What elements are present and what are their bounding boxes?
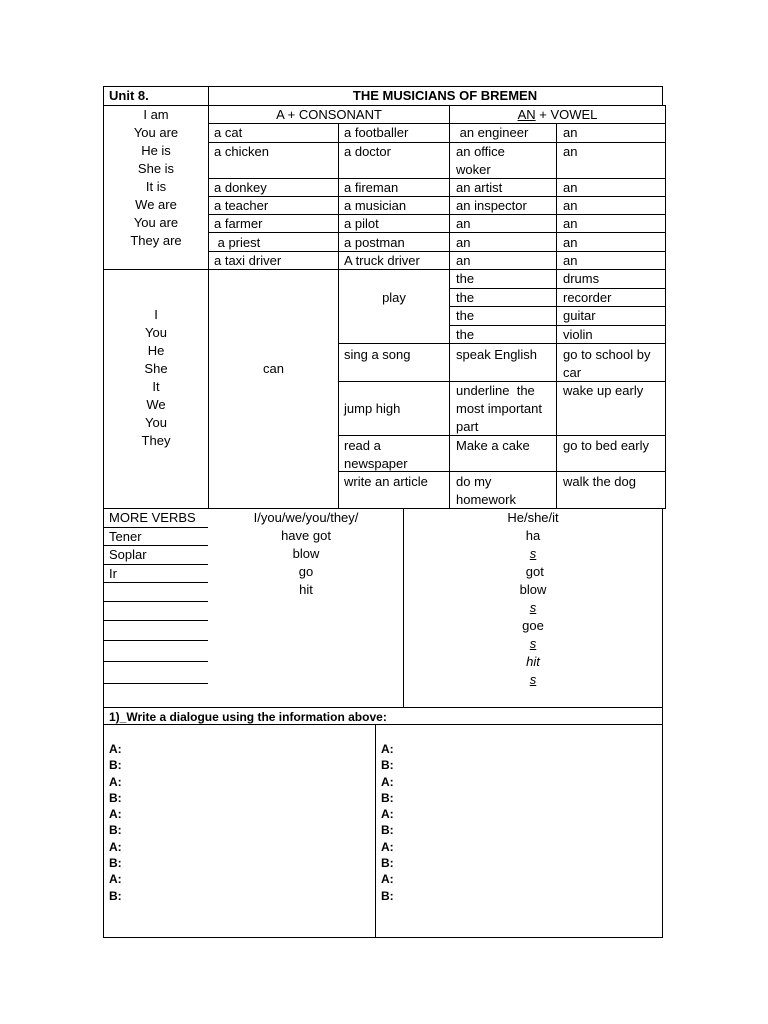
dialogue-speaker: B: bbox=[381, 888, 394, 903]
border bbox=[103, 620, 208, 621]
dialogue-speaker: A: bbox=[381, 742, 394, 756]
activity: write an article bbox=[344, 474, 428, 489]
article-cell: a cat bbox=[214, 125, 243, 140]
pronoun: You bbox=[145, 325, 167, 340]
instrument-article: the bbox=[456, 271, 475, 286]
border bbox=[208, 232, 666, 233]
article-cell: a fireman bbox=[344, 180, 399, 195]
border bbox=[449, 288, 666, 289]
border bbox=[103, 661, 208, 662]
singular-verb: goe s bbox=[404, 617, 662, 653]
dialogue-speaker: A: bbox=[381, 807, 394, 822]
dialogue-speaker: A: bbox=[109, 839, 122, 854]
activity: underline the most important part bbox=[456, 383, 546, 434]
border bbox=[449, 269, 450, 509]
pronoun: They bbox=[141, 433, 171, 448]
article-cell: an bbox=[563, 144, 578, 159]
dialogue-speaker: B: bbox=[109, 888, 122, 903]
article-cell: an inspector bbox=[456, 198, 527, 213]
spanish-verb: Ir bbox=[109, 566, 117, 581]
dialogue-speaker: A: bbox=[381, 774, 394, 789]
dialogue-speaker: B: bbox=[109, 790, 122, 805]
article-cell: an bbox=[456, 235, 471, 250]
activity: go to school by car bbox=[563, 347, 651, 380]
activity: do my homework bbox=[456, 474, 516, 507]
vowel-header bbox=[450, 106, 665, 124]
border bbox=[103, 937, 663, 938]
border bbox=[449, 325, 666, 326]
border bbox=[665, 105, 666, 509]
instrument-article: the bbox=[456, 290, 475, 305]
singular-verb: hit s bbox=[404, 653, 662, 689]
article-cell: a farmer bbox=[214, 216, 263, 231]
border bbox=[103, 582, 208, 583]
dialogue-right bbox=[381, 741, 394, 904]
article-cell: an office woker bbox=[456, 144, 505, 177]
pronoun: She is bbox=[137, 161, 175, 176]
border bbox=[208, 105, 209, 509]
pronoun-list bbox=[104, 106, 208, 250]
dialogue-speaker: A: bbox=[381, 872, 394, 887]
instrument: recorder bbox=[563, 290, 612, 305]
third-person-s: s bbox=[529, 600, 537, 615]
singular-header: He/she/it bbox=[507, 510, 559, 525]
verb-play: play bbox=[382, 290, 406, 305]
activity: go to bed early bbox=[563, 438, 650, 453]
dialogue-speaker: A: bbox=[109, 807, 122, 822]
border bbox=[208, 86, 209, 105]
activity: speak English bbox=[456, 347, 537, 362]
consonant-header: A + CONSONANT bbox=[276, 107, 382, 122]
article-cell: a footballer bbox=[344, 125, 409, 140]
article-cell: an bbox=[563, 125, 578, 140]
activity: read a newspaper bbox=[344, 438, 408, 471]
instrument-article: the bbox=[456, 308, 475, 323]
plural-verb: blow bbox=[292, 546, 320, 561]
dialogue-speaker: A: bbox=[109, 872, 122, 887]
dialogue-speaker: B: bbox=[109, 758, 122, 773]
dialogue-speaker: A: bbox=[381, 839, 394, 854]
article-cell: an artist bbox=[456, 180, 503, 195]
pronoun: She bbox=[144, 361, 168, 376]
pronoun: It is bbox=[145, 179, 167, 194]
singular-verb-list bbox=[404, 509, 662, 689]
article-cell: a teacher bbox=[214, 198, 269, 213]
border bbox=[662, 86, 663, 105]
pronoun: I am bbox=[143, 107, 169, 122]
dialogue-speaker: B: bbox=[381, 758, 394, 773]
border bbox=[449, 105, 450, 269]
plural-header: I/you/we/you/they/ bbox=[253, 510, 359, 525]
article-cell: A truck driver bbox=[344, 253, 420, 268]
plural-verb: hit bbox=[299, 582, 313, 597]
article-cell: an bbox=[456, 253, 471, 268]
dialogue-speaker: B: bbox=[381, 823, 394, 838]
pronoun: You are bbox=[133, 125, 179, 140]
activity: walk the dog bbox=[563, 474, 636, 489]
activity: sing a song bbox=[344, 347, 411, 362]
activity: Make a cake bbox=[456, 438, 530, 453]
pronoun: It bbox=[152, 379, 160, 394]
instrument: violin bbox=[563, 327, 593, 342]
border bbox=[103, 640, 208, 641]
dialogue-speaker: B: bbox=[109, 856, 122, 871]
pronoun: We bbox=[146, 397, 166, 412]
plural-verb: have got bbox=[281, 528, 331, 543]
border bbox=[556, 269, 557, 509]
spanish-verb: Soplar bbox=[109, 547, 147, 562]
third-person-s: s bbox=[529, 546, 537, 561]
dialogue-speaker: B: bbox=[381, 790, 394, 805]
pronoun: He bbox=[147, 343, 165, 358]
singular-verb: blow s bbox=[404, 581, 662, 617]
article-cell: a postman bbox=[344, 235, 405, 250]
article-cell: an bbox=[563, 216, 578, 231]
more-verbs-header: MORE VERBS bbox=[109, 510, 196, 525]
pronoun: You bbox=[145, 415, 167, 430]
border bbox=[338, 343, 666, 344]
article-cell: an bbox=[456, 216, 471, 231]
dialogue-speaker: A: bbox=[109, 774, 122, 789]
pronoun: They are bbox=[130, 233, 182, 248]
vowel-header-an: AN bbox=[517, 107, 536, 122]
instrument-article: the bbox=[456, 327, 475, 342]
plural-verb-list bbox=[209, 509, 403, 599]
border bbox=[208, 196, 666, 197]
border bbox=[208, 142, 666, 143]
article-cell: a taxi driver bbox=[214, 253, 282, 268]
border bbox=[103, 683, 208, 684]
dialogue-left bbox=[109, 741, 122, 904]
instrument: drums bbox=[563, 271, 600, 286]
border bbox=[208, 214, 666, 215]
can-pronoun-list bbox=[104, 306, 208, 450]
article-cell: an engineer bbox=[456, 125, 529, 140]
dialogue-speaker: B: bbox=[381, 856, 394, 871]
border bbox=[103, 601, 208, 602]
border bbox=[375, 724, 376, 938]
unit-label: Unit 8. bbox=[109, 88, 149, 103]
article-cell: a pilot bbox=[344, 216, 379, 231]
third-person-s: s bbox=[529, 672, 537, 687]
dialogue-speaker: B: bbox=[109, 823, 122, 838]
article-cell: a donkey bbox=[214, 180, 267, 195]
article-cell: an bbox=[563, 180, 578, 195]
instrument: guitar bbox=[563, 308, 596, 323]
pronoun: We are bbox=[135, 197, 177, 212]
dialogue-speaker: A: bbox=[109, 742, 122, 756]
activity: wake up early bbox=[563, 383, 644, 398]
exercise-instruction: 1)_Write a dialogue using the information above: bbox=[109, 710, 387, 724]
modal-can: can bbox=[263, 361, 284, 376]
spanish-verb: Tener bbox=[109, 529, 142, 544]
third-person-s: s bbox=[529, 636, 537, 651]
article-cell: a doctor bbox=[344, 144, 391, 159]
border bbox=[103, 564, 208, 565]
border bbox=[208, 178, 666, 179]
page-title: THE MUSICIANS OF BREMEN bbox=[352, 88, 538, 103]
plural-verb: go bbox=[298, 564, 314, 579]
pronoun: He is bbox=[141, 143, 171, 158]
vowel-header-rest: + VOWEL bbox=[535, 107, 598, 122]
pronoun: I bbox=[154, 307, 158, 322]
article-cell: a musician bbox=[344, 198, 407, 213]
activity: jump high bbox=[344, 401, 401, 416]
border bbox=[338, 123, 339, 269]
article-cell: a chicken bbox=[214, 144, 269, 159]
article-cell: an bbox=[563, 253, 578, 268]
border bbox=[449, 306, 666, 307]
article-cell: an bbox=[563, 198, 578, 213]
article-cell: a priest bbox=[214, 235, 261, 250]
border bbox=[556, 123, 557, 269]
article-cell: an bbox=[563, 235, 578, 250]
pronoun: You are bbox=[133, 215, 179, 230]
singular-verb: ha s got bbox=[404, 527, 662, 581]
